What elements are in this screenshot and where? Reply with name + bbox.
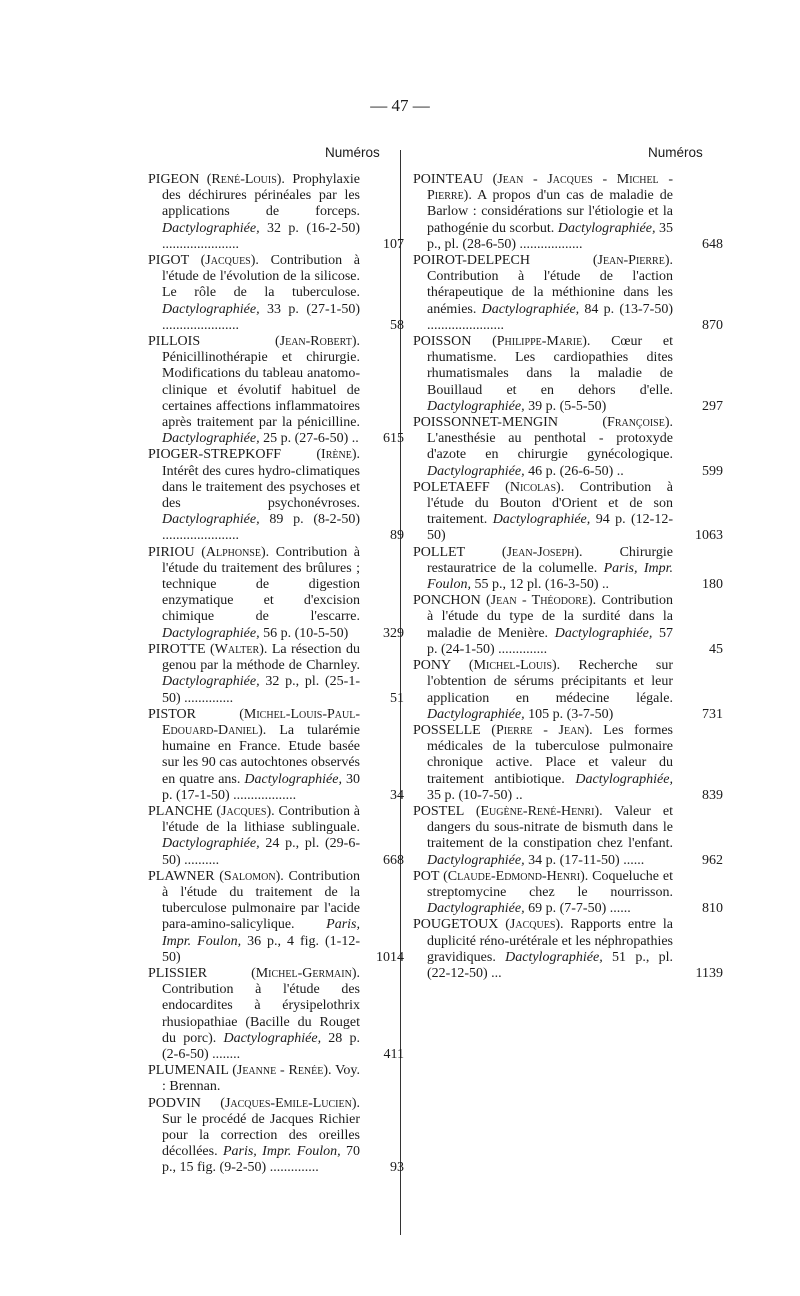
thesis-entry: [413, 593, 723, 658]
thesis-title: L'anesthésie au penthotal - protoxyde d'azote en chirurgie gynécologique.: [427, 431, 673, 463]
publication-info: Dactylographiée,: [427, 901, 525, 917]
thesis-entry: [413, 479, 723, 545]
pages-and-date: 105 p. (3-7-50): [528, 706, 614, 722]
author-given-names: (Jean - Jacques - Michel - Pierre).: [427, 172, 673, 204]
author-name: PIROTTE: [148, 641, 206, 657]
author-name: PODVIN: [148, 1095, 201, 1111]
thesis-entry: [148, 1063, 388, 1095]
pages-and-date: 33 p. (27-1-50) ......................: [162, 301, 360, 333]
thesis-entry: [413, 917, 723, 982]
publication-info: Dactylographiée,: [427, 463, 525, 479]
author-name: POSSELLE: [413, 722, 481, 738]
author-given-names: (Jacques).: [200, 253, 259, 269]
publication-info: Dactylographiée,: [162, 431, 260, 447]
author-name: PIGOT: [148, 253, 189, 269]
author-given-names: (Jean-Robert).: [274, 334, 360, 350]
publication-info: Dactylographiée,: [481, 301, 580, 317]
publication-info: Dactylographiée,: [162, 220, 260, 236]
author-given-names: (Jacques).: [216, 803, 275, 819]
author-name: POLLET: [413, 544, 465, 560]
thesis-entry: [148, 803, 404, 869]
author-given-names: (Jean-Joseph).: [501, 544, 583, 560]
thesis-title: Contribution à l'étude de la lithiase sublinguale.: [162, 803, 361, 836]
author-name: PIOGER-STREPKOFF: [148, 447, 282, 463]
pages-and-date: 57 p. (24-1-50) ..............: [427, 625, 674, 657]
thesis-number: 93: [390, 1160, 404, 1176]
pages-and-date: 36 p., 4 fig. (1-12-50): [162, 933, 361, 965]
pages-and-date: 34 p. (17-11-50) ......: [528, 852, 645, 868]
thesis-number: 1014: [376, 949, 404, 965]
publication-info: Paris, Impr. Foulon,: [427, 560, 673, 593]
author-name: PONY: [413, 658, 451, 674]
author-given-names: (Salomon).: [219, 868, 284, 884]
thesis-title: Contribution à l'étude du traitement de la tuberculose pulmonaire par l'acide para-amino-salicylique.: [162, 868, 361, 933]
thesis-title: A propos d'un cas de maladie de Barlow : considérations sur l'étiologie et la pathogénie du scorbut.: [427, 188, 673, 236]
thesis-number: 870: [702, 317, 723, 333]
thesis-title: Chirurgie restauratrice de la columelle.: [427, 544, 673, 576]
author-name: PLISSIER: [148, 965, 208, 981]
author-name: PIGEON: [148, 172, 200, 187]
thesis-title: Rapports entre la duplicité réno-urétérale et les néphropathies gravidiques.: [427, 917, 674, 965]
thesis-entry: [413, 803, 723, 869]
author-given-names: (Eugène-René-Henri).: [475, 803, 603, 819]
thesis-title: Contribution à l'étude de l'action thérapeutique de la méthionine dans les anémies.: [427, 269, 673, 317]
author-given-names: (Claude-Edmond-Henri).: [443, 868, 589, 884]
pages-and-date: 30 p. (17-1-50) ..................: [162, 771, 361, 803]
publication-info: Dactylographiée,: [162, 836, 260, 852]
author-name: PLANCHE: [148, 803, 213, 819]
thesis-number: 648: [702, 236, 723, 252]
thesis-entry: [148, 706, 404, 804]
pages-and-date: 70 p., 15 fig. (9-2-50) ..............: [162, 1144, 361, 1176]
thesis-title: Intérêt des cures hydro-climatiques dans le traitement des psychoses et des psychonévroses.: [162, 463, 360, 512]
thesis-entry: [148, 334, 404, 447]
thesis-title: Contribution à l'étude du Bouton d'Orient et de son traitement.: [427, 479, 674, 528]
pages-and-date: 25 p. (27-6-50) ..: [263, 431, 359, 447]
thesis-title: Voy. : Brennan.: [162, 1063, 361, 1095]
publication-info: Dactylographiée,: [427, 852, 525, 868]
author-given-names: (Philippe-Marie).: [492, 334, 591, 350]
pages-and-date: 56 p. (10-5-50): [263, 625, 349, 641]
publication-info: Dactylographiée,: [427, 706, 525, 722]
publication-info: Dactylographiée,: [244, 771, 342, 787]
publication-info: Paris, Impr. Foulon,: [222, 1144, 341, 1160]
thesis-title: Contribution à l'étude du type de la surdité dans la maladie de Menière.: [427, 593, 673, 641]
thesis-number: 1063: [695, 528, 723, 544]
pages-and-date: 35 p. (10-7-50) ..: [427, 787, 523, 803]
thesis-entry: [148, 965, 404, 1063]
thesis-entry: [148, 868, 404, 966]
publication-info: Dactylographiée,: [223, 1030, 322, 1046]
thesis-entry: [413, 722, 723, 804]
author-name: PISTOR: [148, 706, 196, 722]
numeros-header-left: Numéros: [325, 145, 380, 160]
pages-and-date: 46 p. (26-6-50) ..: [528, 463, 624, 479]
author-name: POSTEL: [413, 803, 464, 819]
thesis-number: 599: [702, 463, 723, 479]
author-given-names: (Nicolas).: [505, 479, 565, 495]
author-given-names: (Alphonse).: [201, 544, 270, 560]
thesis-entry: [148, 544, 404, 642]
left-column: [148, 172, 404, 1177]
publication-info: Dactylographiée,: [505, 949, 603, 965]
author-name: PLAWNER: [148, 868, 215, 884]
numeros-header-right: Numéros: [648, 145, 703, 160]
thesis-title: Les formes médicales de la tuberculose pulmonaire chronique active. Place et valeur du traitement antibiotique.: [427, 722, 673, 787]
thesis-entry: [413, 415, 723, 480]
thesis-number: 810: [702, 901, 723, 917]
thesis-title: Recherche sur l'obtention de sérums précipitants et leur application en médecine légale.: [427, 658, 673, 706]
publication-info: Dactylographiée,: [427, 398, 525, 414]
thesis-entry: [148, 447, 404, 544]
page-number: — 47 —: [370, 96, 430, 115]
pages-and-date: 55 p., 12 pl. (16-3-50) ..: [474, 577, 609, 593]
pages-and-date: 39 p. (5-5-50): [528, 398, 607, 414]
thesis-number: 329: [383, 625, 404, 641]
pages-and-date: 89 p. (8-2-50) ......................: [162, 512, 360, 544]
thesis-number: 34: [390, 787, 404, 803]
publication-info: Dactylographiée,: [162, 301, 260, 317]
thesis-number: 58: [390, 317, 404, 333]
publication-info: Dactylographiée,: [557, 220, 656, 236]
thesis-entry: [413, 172, 723, 253]
thesis-title: Contribution à l'étude du traitement des brûlures ; technique de digestion enzymatique et d'excision chimique de l'escarre.: [162, 544, 360, 625]
thesis-entry: [413, 253, 723, 334]
thesis-title: Sur le procédé de Jacques Richier pour la correction des oreilles décollées.: [162, 1111, 360, 1160]
author-given-names: (Jeanne - Renée).: [232, 1063, 332, 1079]
publication-info: Dactylographiée,: [554, 625, 653, 641]
author-name: POINTEAU: [413, 172, 483, 187]
author-given-names: (Pierre - Jean).: [491, 722, 593, 738]
thesis-entry: [413, 658, 723, 723]
publication-info: Dactylographiée,: [575, 771, 673, 787]
pages-and-date: 69 p. (7-7-50) ......: [528, 901, 631, 917]
pages-and-date: 94 p. (12-12-50): [427, 512, 674, 544]
author-given-names: (Michel-Germain).: [251, 965, 360, 981]
thesis-title: Cœur et rhumatisme. Les cardiopathies dites rhumatismales dans la maladie de Bouillaud et en dehors d'elle.: [427, 334, 674, 398]
pages-and-date: 84 p. (13-7-50) ......................: [427, 301, 673, 333]
thesis-number: 1139: [695, 965, 723, 981]
thesis-entry: [148, 172, 404, 253]
author-given-names: (Irène).: [316, 447, 360, 463]
thesis-number: 615: [383, 431, 404, 447]
author-name: PONCHON: [413, 593, 481, 609]
thesis-title: Coqueluche et streptomycine chez le nourrisson.: [427, 868, 673, 900]
author-given-names: (Michel-Louis-Paul-Edouard-Daniel).: [162, 706, 360, 738]
publication-info: Dactylographiée,: [162, 674, 260, 690]
thesis-title: Pénicillinothérapie et chirurgie. Modifications du tableau anatomo-clinique et évolutif habituel de certaines affections inflammatoires après traitement par la pénicilline.: [162, 350, 360, 431]
thesis-number: 668: [383, 852, 404, 868]
author-given-names: (Jacques).: [505, 917, 564, 933]
thesis-entry: [413, 334, 723, 415]
thesis-number: 51: [390, 690, 404, 706]
right-column: [413, 172, 723, 982]
thesis-entry: [148, 1095, 404, 1177]
thesis-entry: [148, 253, 404, 334]
publication-info: Paris, Impr. Foulon,: [162, 917, 360, 949]
author-given-names: (Jean - Théodore).: [485, 593, 597, 609]
author-name: POIROT-DELPECH: [413, 253, 530, 269]
thesis-number: 411: [383, 1046, 404, 1062]
thesis-title: La tularémie humaine en France. Etude basée sur les 90 cas autochtones observés en quatre ans.: [162, 722, 360, 787]
thesis-title: La résection du genou par la méthode de Charnley.: [162, 641, 361, 674]
author-given-names: (Michel-Louis).: [468, 658, 561, 674]
pages-and-date: 51 p., pl. (22-12-50) ...: [427, 949, 673, 981]
thesis-number: 89: [390, 528, 404, 544]
thesis-number: 107: [383, 236, 404, 252]
author-given-names: (Walter).: [210, 641, 268, 657]
publication-info: Dactylographiée,: [492, 512, 591, 528]
thesis-number: 297: [702, 398, 723, 414]
thesis-number: 180: [702, 577, 723, 593]
author-name: POUGETOUX: [413, 917, 499, 933]
pages-and-date: 24 p., pl. (29-6-50) ..........: [162, 836, 360, 868]
author-name: PIRIOU: [148, 544, 195, 560]
thesis-number: 45: [709, 641, 723, 657]
pages-and-date: 35 p., pl. (28-6-50) ..................: [427, 220, 674, 252]
thesis-title: Prophylaxie des déchirures périnéales par les applications de forceps.: [162, 172, 360, 220]
thesis-number: 962: [702, 852, 723, 868]
author-given-names: (Françoise).: [602, 415, 673, 431]
author-name: PILLOIS: [148, 334, 201, 350]
author-given-names: (Jacques-Emile-Lucien).: [220, 1095, 360, 1111]
author-name: POT: [413, 868, 440, 884]
thesis-title: Valeur et dangers du sous-nitrate de bismuth dans le traitement de la constipation chez l'enfant.: [427, 803, 673, 852]
pages-and-date: 32 p., pl. (25-1-50) ..............: [162, 674, 360, 706]
author-given-names: (René-Louis).: [206, 172, 285, 187]
thesis-entry: [413, 544, 723, 594]
pages-and-date: 28 p. (2-6-50) ........: [162, 1030, 361, 1062]
publication-info: Dactylographiée,: [162, 512, 260, 528]
thesis-title: Contribution à l'étude des endocardites à érysipelothrix rhusiopathiae (Bacille du Rouget du porc).: [162, 982, 360, 1046]
thesis-entry: [413, 868, 723, 918]
thesis-number: 839: [702, 787, 723, 803]
publication-info: Dactylographiée,: [162, 625, 260, 641]
author-name: POISSONNET-MENGIN: [413, 415, 558, 431]
thesis-entry: [148, 641, 404, 707]
pages-and-date: 32 p. (16-2-50) ......................: [162, 220, 360, 252]
author-name: POISSON: [413, 334, 472, 350]
author-name: PLUMENAIL: [148, 1063, 229, 1079]
thesis-number: 731: [702, 706, 723, 722]
author-name: POLETAEFF: [413, 479, 490, 495]
author-given-names: (Jean-Pierre).: [592, 253, 673, 269]
thesis-title: Contribution à l'étude de l'évolution de la silicose. Le rôle de la tuberculose.: [162, 253, 360, 301]
